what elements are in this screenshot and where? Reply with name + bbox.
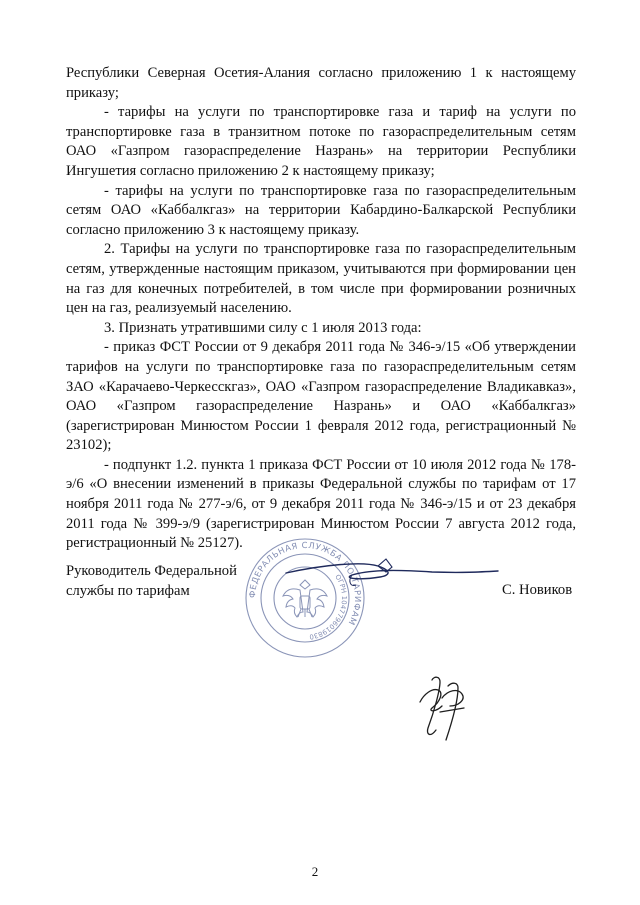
page-number: 2: [311, 864, 319, 879]
document-body: [66, 64, 576, 554]
signatory-title-line-1: Руководитель Федеральной: [66, 563, 237, 579]
seal-ogrn-text: ОГРН 1047796019830: [308, 573, 349, 641]
handwritten-signature-stroke: [282, 555, 502, 595]
paragraph-tariffs-kabbalkgaz: - тарифы на услуги по транспортировке газа по газораспределительным сетям ОАО «Каббалкгаз» на территории Кабардино-Балкарской Республики согласно приложению 3 к настоящему приказу.: [66, 182, 576, 238]
paragraph-tariffs-nazran: - тарифы на услуги по транспортировке газа и тариф на услуги по транспортировке газа в транзитном потоке по газораспределительным сетям ОАО «Газпром газораспределение Назрань» на территории Республики Ингушетия согласно приложению 2 к настоящему приказу;: [66, 104, 576, 179]
signatory-title: [66, 562, 237, 601]
paragraph-item-3: 3. Признать утратившими силу с 1 июля 2013 года:: [104, 319, 422, 336]
signatory-title-line-2: службы по тарифам: [66, 582, 190, 599]
paragraph-order-178: - подпункт 1.2. пункта 1 приказа ФСТ России от 10 июля 2012 года № 178-э/6 «О внесении изменений в приказы Федеральной службы по тарифам от 17 ноября 2011 года № 277-э/6, от 9 декабря 2011 года № 346-э/15 и от 23 декабря 2011 года № 399-э/9 (зарегистрирован Минюстом России 7 августа 2012 года, регистрационный № 25127).: [66, 456, 576, 552]
paragraph-continuation: Республики Северная Осетия-Алания согласно приложению 1 к настоящему приказу;: [66, 65, 576, 101]
paragraph-order-346: - приказ ФСТ России от 9 декабря 2011 года № 346-э/15 «Об утверждении тарифов на услуги по транспортировке газа по газораспределительным сетям ЗАО «Карачаево-Черкесскгаз», ОАО «Газпром газораспределение Владикавказ», ОАО «Газпром газораспределение Назрань» и ОАО «Каббалкгаз» (зарегистрирован Минюстом России 1 февраля 2012 года, регистрационный № 23102);: [66, 339, 576, 454]
seal-ring-text: ФЕДЕРАЛЬНАЯ СЛУЖБА ПО ТАРИФАМ: [246, 539, 364, 628]
handwritten-initials: [414, 672, 472, 744]
signatory-name: С. Новиков: [502, 582, 573, 598]
paragraph-item-2: 2. Тарифы на услуги по транспортировке газа по газораспределительным сетям, утвержденные настоящим приказом, учитываются при формировании цен на газ для конечных потребителей, в том числе при формировании розничных цен на газ, реализуемый населению.: [66, 241, 576, 317]
